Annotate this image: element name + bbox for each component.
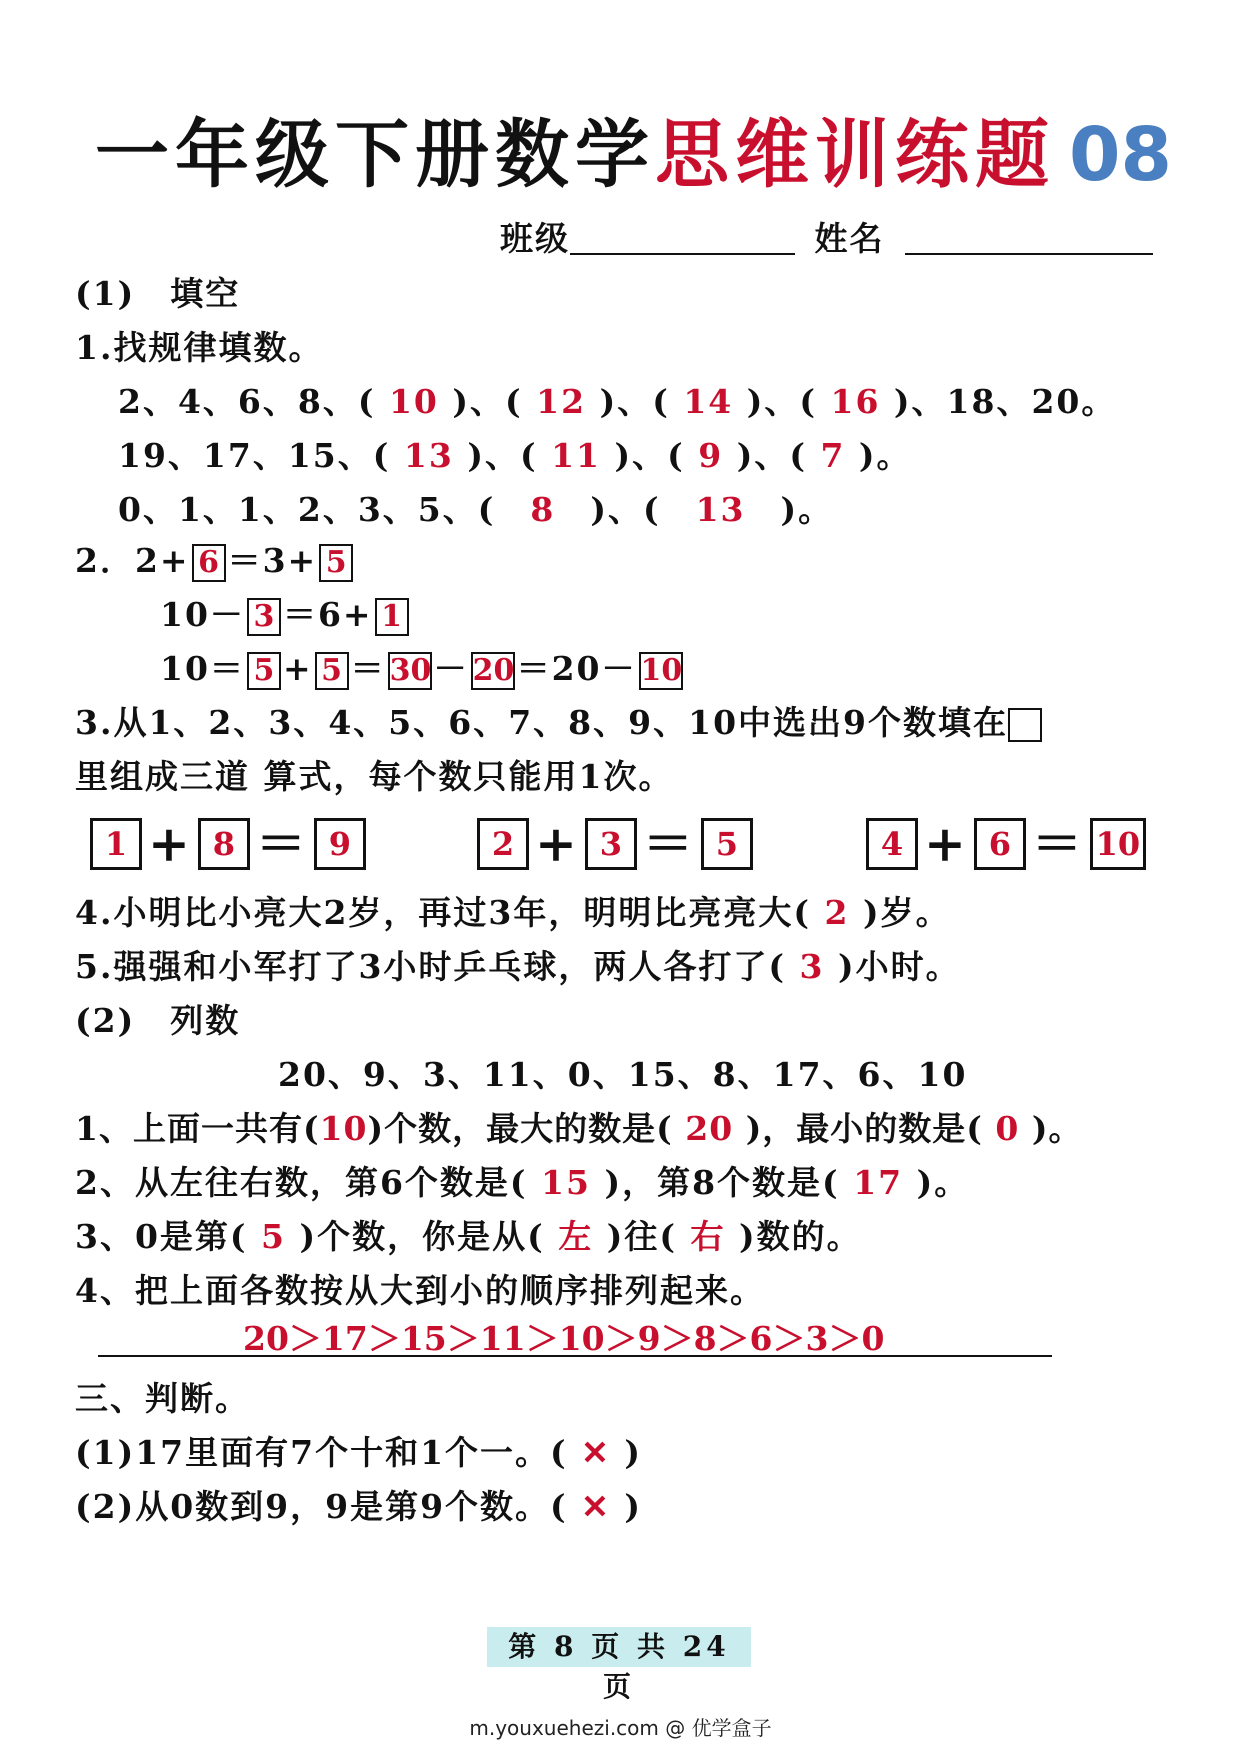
question-3-line-1: 3.从1、2、3、4、5、6、7、8、9、10中选出9个数填在 [75,706,1042,742]
class-name-row [500,219,1153,258]
watermark-credit: m.youxuehezi.com @ 优学盒子 [469,1716,772,1740]
title-number: 08 [1069,112,1172,198]
list-question-2: 2、从左往右数，第6个数是( 15 )，第8个数是( 17 )。 [75,1163,970,1202]
answer-box: 30 [389,653,432,688]
page-footer: 第 8 页 共 24 页 [487,1627,751,1667]
answer-box: 5 [247,652,281,690]
equation-1: 1 + 8 ＝ 9 [90,818,366,870]
question-2-line-1: 2．2+ 6 ＝3+ 5 [75,544,355,582]
equation-2: 2 + 3 ＝ 5 [477,818,753,870]
list-question-1: 1、上面一共有(10)个数，最大的数是( 20 )，最小的数是( 0 )。 [75,1109,1083,1148]
title-black: 一年级下册数学 [95,112,655,198]
name-label: 姓名 [814,219,885,258]
class-blank [570,249,795,255]
question-2-line-3: 10＝ 5 + 5 ＝ 30－ 20＝20－ 10 [160,649,683,688]
page-title [95,112,1172,198]
empty-box-icon [1008,708,1042,742]
question-5: 5.强强和小军打了3小时乒乓球，两人各打了( 3 )小时。 [75,947,961,986]
class-label: 班级 [500,219,570,258]
answer-box: 20 [472,653,515,688]
cross-icon: ✕ [581,1433,611,1472]
answer-underline [98,1355,1052,1357]
question-4: 4.小明比小亮大2岁，再过3年，明明比亮亮大( 2 )岁。 [75,893,951,932]
question-3-line-2: 里组成三道 算式，每个数只能用1次。 [75,757,674,796]
sequence-a: 2、4、6、8、( 10 )、( 12 )、( 14 )、( 16 )、18、20。 [118,382,1117,421]
list-question-3: 3、0是第( 5 )个数，你是从( 左 )往( 右 )数的。 [75,1217,862,1256]
equation-3: 4 + 6 ＝ 10 [866,818,1146,870]
section-3-heading: 三、判断。 [75,1379,250,1418]
descending-order-answer: 20＞17＞15＞11＞10＞9＞8＞6＞3＞0 [243,1319,885,1358]
number-list: 20、9、3、11、0、15、8、17、6、10 [278,1055,968,1094]
sequence-c: 0、1、1、2、3、5、( 8 )、( 13 )。 [118,490,834,529]
answer-box: 5 [319,544,353,582]
title-red: 思维训练题 [655,112,1055,198]
judge-question-2: (2)从0数到9，9是第9个数。( ✕ ) [75,1487,642,1526]
answer-box: 3 [247,598,281,636]
sequence-b: 19、17、15、( 13 )、( 11 )、( 9 )、( 7 )。 [118,436,912,475]
answer-box: 1 [375,598,409,636]
answer-box: 5 [315,652,349,690]
answer-box: 6 [192,544,226,582]
answer-box: 10 [640,653,683,688]
list-question-4: 4、把上面各数按从大到小的顺序排列起来。 [75,1271,765,1310]
question-1-title: 1.找规律填数。 [75,328,324,367]
judge-question-1: (1)17里面有7个十和1个一。( ✕ ) [75,1433,642,1472]
cross-icon: ✕ [581,1487,611,1526]
section-1-heading: (1) 填空 [75,274,241,313]
section-2-heading: (2) 列数 [75,1001,241,1040]
name-blank [905,249,1153,255]
question-2-line-2: 10－ 3 ＝6+ 1 [160,598,411,636]
